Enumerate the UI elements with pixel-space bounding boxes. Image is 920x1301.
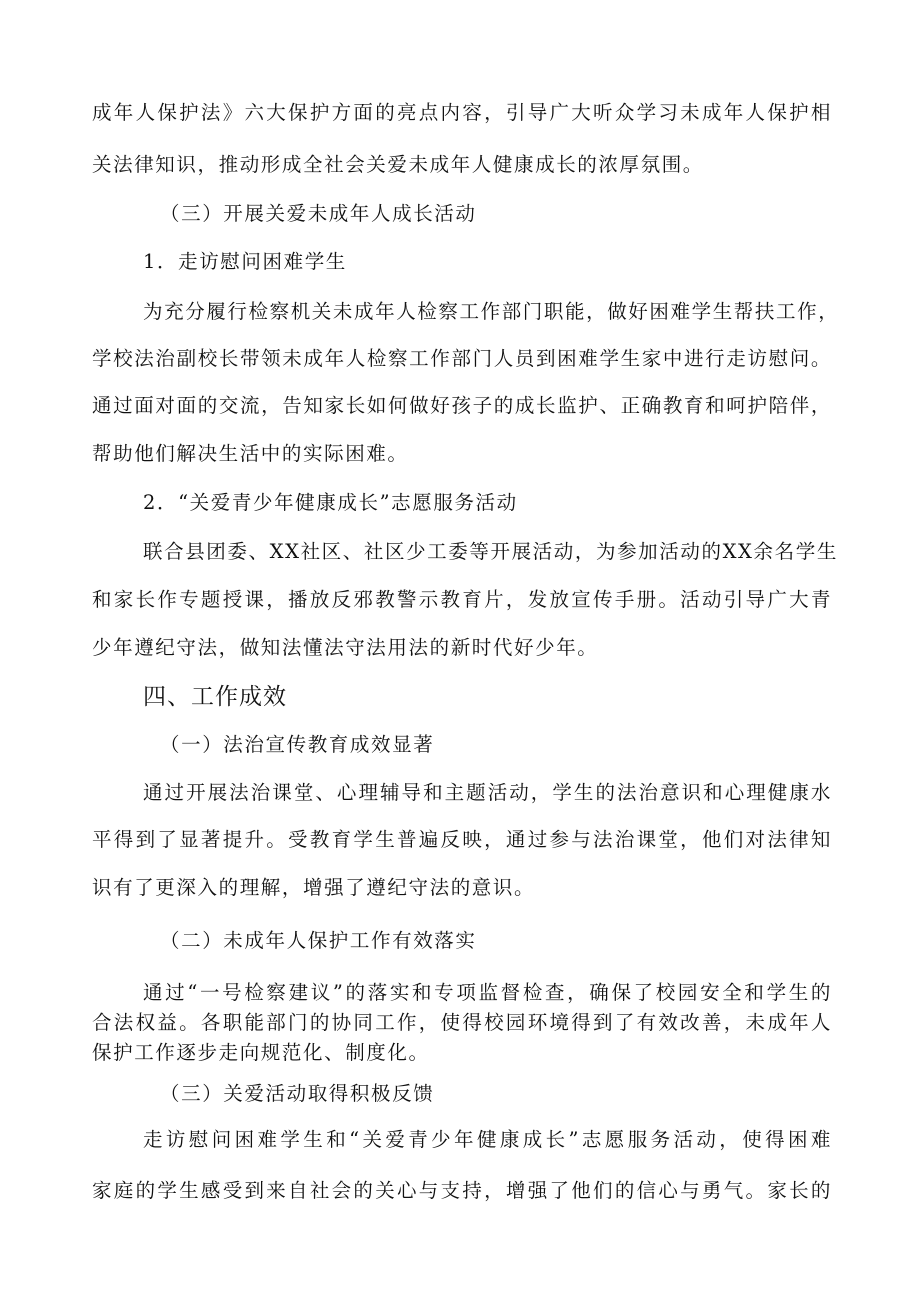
paragraph-line: 和家长作专题授课，播放反邪教警示教育片，发放宣传手册。活动引导广大青: [92, 588, 832, 611]
numbered-heading: 1．走访慰问困难学生: [143, 250, 347, 273]
paragraph-line: 成年人保护法》六大保护方面的亮点内容，引导广大听众学习未成年人保护相: [92, 101, 832, 124]
section-heading: （二）未成年人保护工作有效落实: [160, 929, 477, 952]
section-heading: （一）法治宣传教育成效显著: [160, 733, 435, 756]
paragraph-line: 关法律知识，推动形成全社会关爱未成年人健康成长的浓厚氛围。: [92, 153, 704, 176]
section-heading: （三）开展关爱未成年人成长活动: [160, 202, 477, 225]
paragraph-line: 帮助他们解决生活中的实际困难。: [92, 442, 409, 465]
paragraph-line: 学校法治副校长带领未成年人检察工作部门人员到困难学生家中进行走访慰问。: [92, 347, 832, 370]
paragraph-line: 识有了更深入的理解，增强了遵纪守法的意识。: [92, 876, 536, 899]
paragraph-line: 通过开展法治课堂、心理辅导和主题活动，学生的法治意识和心理健康水: [143, 781, 832, 804]
paragraph-line: 通过面对面的交流，告知家长如何做好孩子的成长监护、正确教育和呵护陪伴，: [92, 394, 832, 417]
paragraph-line: 联合县团委、XX社区、社区少工委等开展活动，为参加活动的XX余名学生: [143, 540, 838, 563]
paragraph-line: 少年遵纪守法，做知法懂法守法用法的新时代好少年。: [92, 636, 599, 659]
paragraph-line: 合法权益。各职能部门的协同工作，使得校园环境得到了有效改善，未成年人: [92, 1011, 832, 1034]
section-heading: （三）关爱活动取得积极反馈: [160, 1082, 435, 1105]
paragraph-line: 为充分履行检察机关未成年人检察工作部门职能，做好困难学生帮扶工作，: [143, 300, 840, 323]
paragraph-line: 走访慰问困难学生和“关爱青少年健康成长”志愿服务活动，使得困难: [143, 1128, 832, 1151]
numbered-heading: 2．“关爱青少年健康成长”志愿服务活动: [143, 491, 518, 514]
paragraph-line: 平得到了显著提升。受教育学生普遍反映，通过参与法治课堂，他们对法律知: [92, 828, 832, 851]
chapter-heading: 四、工作成效: [143, 684, 287, 710]
paragraph-line: 保护工作逐步走向规范化、制度化。: [92, 1041, 430, 1064]
paragraph-line: 通过“一号检察建议”的落实和专项监督检查，确保了校园安全和学生的: [143, 981, 832, 1004]
paragraph-line: 家庭的学生感受到来自社会的关心与支持，增强了他们的信心与勇气。家长的: [92, 1179, 832, 1202]
